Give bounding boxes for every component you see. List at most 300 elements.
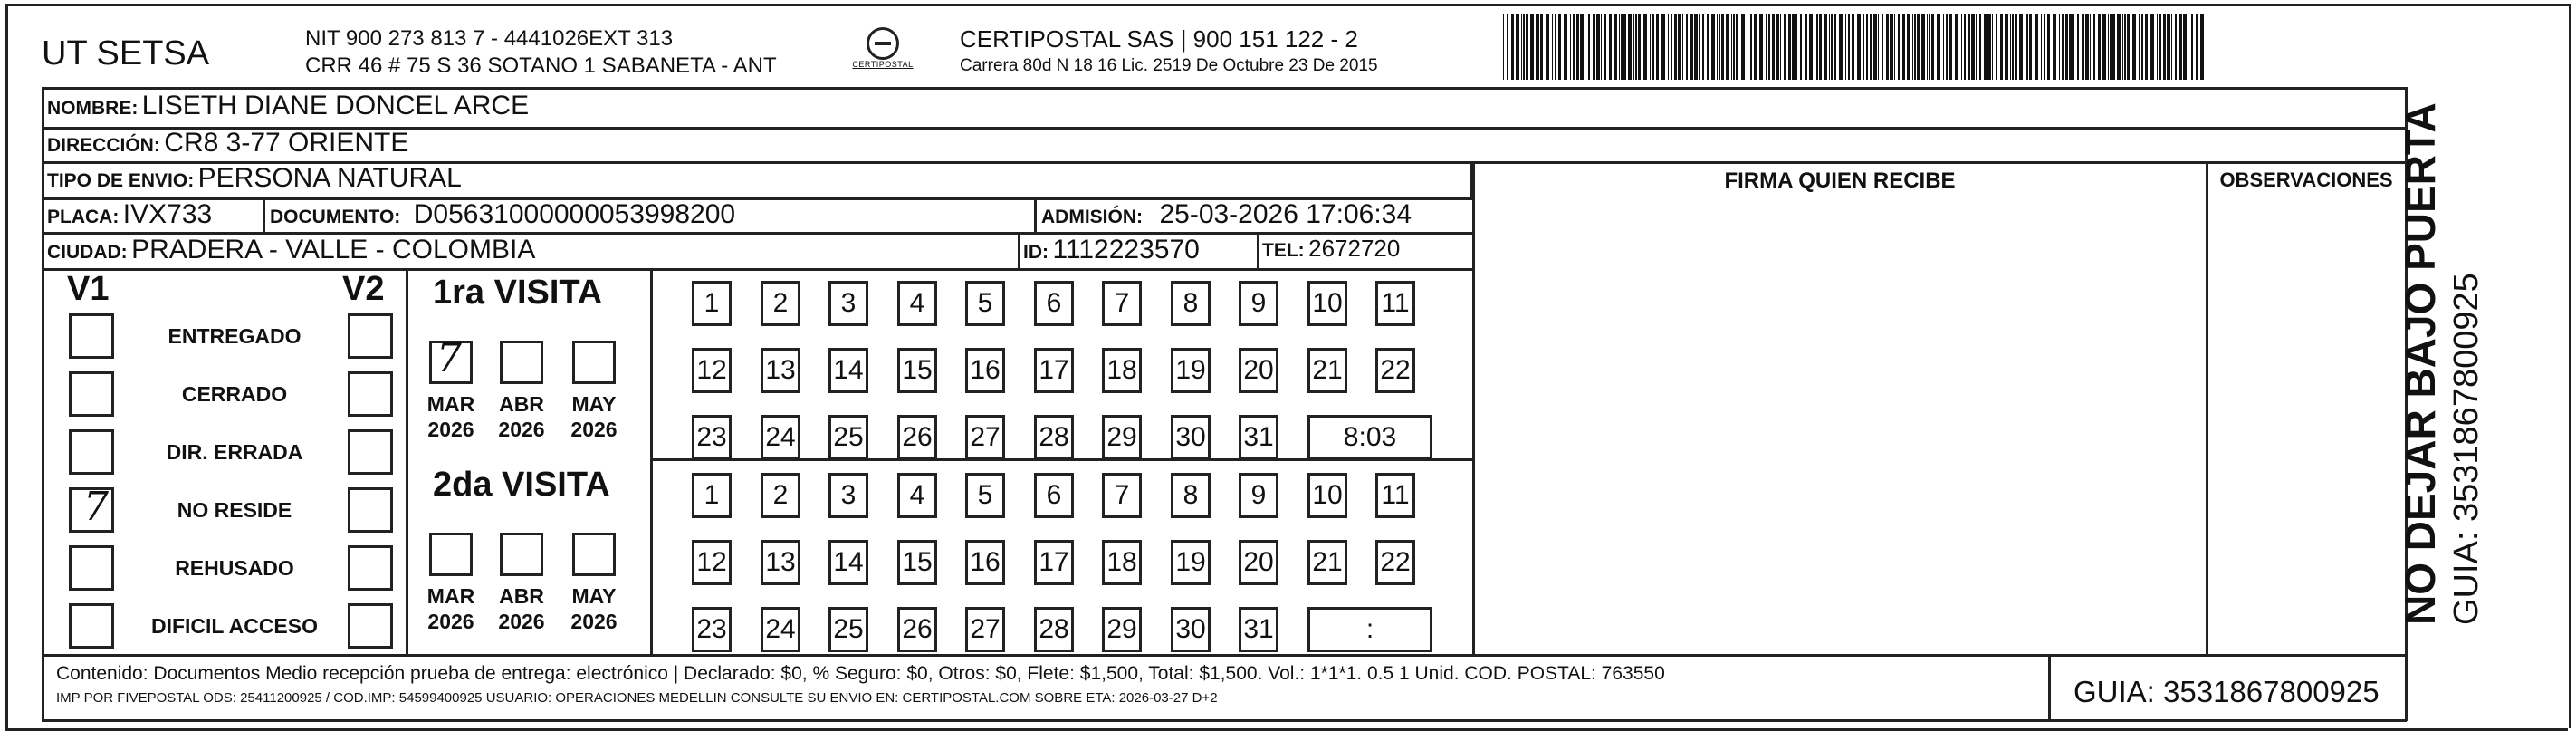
day-box[interactable]: 29 xyxy=(1102,607,1142,652)
barcode-bar xyxy=(1537,14,1539,80)
day-box[interactable]: 20 xyxy=(1239,540,1278,585)
month-checkbox[interactable] xyxy=(429,533,473,576)
barcode-bar xyxy=(1719,14,1720,80)
barcode-bar xyxy=(1711,14,1715,80)
barcode-bar xyxy=(1766,14,1767,80)
v1-checkbox[interactable] xyxy=(69,313,114,359)
barcode-bar xyxy=(2167,14,2170,80)
barcode-bar xyxy=(1674,14,1677,80)
barcode-bar xyxy=(2200,14,2204,80)
company-name: UT SETSA xyxy=(42,34,210,72)
barcode-bar xyxy=(2102,14,2106,80)
day-box[interactable]: 10 xyxy=(1307,281,1347,326)
barcode-bar xyxy=(1507,14,1508,80)
day-box[interactable]: 25 xyxy=(828,415,868,460)
barcode-bar xyxy=(1707,14,1709,80)
v2-checkbox[interactable] xyxy=(348,487,393,533)
barcode-bar xyxy=(2183,14,2187,80)
barcode-bar xyxy=(1873,14,1877,80)
barcode-bar xyxy=(1839,14,1843,80)
barcode-bar xyxy=(1570,14,1571,80)
barcode-bar xyxy=(1831,14,1833,80)
barcode-bar xyxy=(2196,14,2198,80)
barcode-bar xyxy=(2117,14,2121,80)
barcode-bar xyxy=(2015,14,2017,80)
day-box[interactable]: 9 xyxy=(1239,281,1278,326)
day-box[interactable]: 26 xyxy=(897,607,937,652)
barcode-bar xyxy=(1593,14,1595,80)
month-checkbox[interactable] xyxy=(572,533,616,576)
day-box[interactable]: 6 xyxy=(1034,473,1074,518)
barcode-bar xyxy=(1523,14,1525,80)
barcode-bar xyxy=(1671,14,1672,80)
barcode-bar xyxy=(2019,14,2023,80)
barcode-bar xyxy=(2124,14,2126,80)
day-box[interactable]: 16 xyxy=(965,540,1005,585)
barcode-bar xyxy=(1588,14,1590,80)
direccion-label: DIRECCIÓN: xyxy=(47,135,160,156)
barcode-bar xyxy=(1503,14,1504,80)
barcode-bar xyxy=(1987,14,1991,80)
status-divider xyxy=(406,268,408,654)
tipo-envio-label: TIPO DE ENVIO: xyxy=(47,170,195,191)
direccion-value: CR8 3-77 ORIENTE xyxy=(164,128,409,158)
admision-field xyxy=(1041,199,1412,230)
admision-divider xyxy=(1034,197,1037,232)
barcode-bar xyxy=(2145,14,2148,80)
barcode-bar xyxy=(1971,14,1975,80)
day-box[interactable]: 15 xyxy=(897,540,937,585)
day-box[interactable]: 7 xyxy=(1102,281,1142,326)
day-box[interactable]: 27 xyxy=(965,415,1005,460)
day-box[interactable]: 30 xyxy=(1171,415,1211,460)
month-checkbox[interactable] xyxy=(500,341,543,384)
barcode-bar xyxy=(1621,14,1623,80)
carrier-name: CERTIPOSTAL SAS | 900 151 122 - 2 xyxy=(960,25,1358,53)
admision-label: ADMISIÓN: xyxy=(1041,207,1143,227)
tel-field xyxy=(1262,235,1400,263)
barcode-bar xyxy=(1996,14,1997,80)
barcode-bar xyxy=(2159,14,2161,80)
barcode-bar xyxy=(1834,14,1836,80)
barcode-bar xyxy=(1902,14,1905,80)
barcode-bar xyxy=(1955,14,1958,80)
barcode-bar xyxy=(1521,14,1522,80)
barcode-bar xyxy=(2041,14,2042,80)
day-box[interactable]: 22 xyxy=(1375,348,1415,393)
barcode-bar xyxy=(1702,14,1704,80)
day-box[interactable]: 3 xyxy=(828,473,868,518)
barcode-bar xyxy=(1816,14,1818,80)
firma-header: FIRMA QUIEN RECIBE xyxy=(1724,168,1956,193)
day-box[interactable]: 8 xyxy=(1171,473,1211,518)
barcode-bar xyxy=(1792,14,1796,80)
ciudad-field xyxy=(47,235,535,265)
barcode-bar xyxy=(1690,14,1693,80)
barcode-bar xyxy=(1946,14,1948,80)
barcode-bar xyxy=(2069,14,2073,80)
barcode-bar xyxy=(1721,14,1724,80)
barcode-bar xyxy=(1614,14,1617,80)
placa-divider xyxy=(263,197,265,234)
frame-right xyxy=(2569,4,2571,728)
day-box[interactable]: 24 xyxy=(761,607,800,652)
barcode-bar xyxy=(1546,14,1549,80)
tipo-envio-value: PERSONA NATURAL xyxy=(197,163,462,193)
barcode-bar xyxy=(1809,14,1813,80)
year-label: 2026 xyxy=(498,610,545,633)
day-box[interactable]: 21 xyxy=(1307,348,1347,393)
barcode-bar xyxy=(1717,14,1718,80)
barcode-bar xyxy=(2026,14,2028,80)
day-box[interactable]: 13 xyxy=(761,348,800,393)
barcode-bar xyxy=(1726,14,1729,80)
day-box[interactable]: 31 xyxy=(1239,415,1278,460)
barcode-bar xyxy=(1829,14,1830,80)
day-box[interactable]: 22 xyxy=(1375,540,1415,585)
nombre-label: NOMBRE: xyxy=(47,98,139,119)
barcode-bar xyxy=(1619,14,1620,80)
status-label: DIFICIL ACCESO xyxy=(150,614,318,638)
barcode-bar xyxy=(1604,14,1606,80)
barcode-bar xyxy=(1580,14,1584,80)
barcode-bar xyxy=(1927,14,1928,80)
month-label: ABR xyxy=(499,584,544,608)
placa-value: IVX733 xyxy=(122,199,213,229)
day-box[interactable]: 28 xyxy=(1034,607,1074,652)
time-box[interactable]: 8:03 xyxy=(1307,415,1432,460)
day-box[interactable]: 26 xyxy=(897,415,937,460)
frame-top xyxy=(5,4,2571,6)
barcode-bar xyxy=(1937,14,1940,80)
barcode-bar xyxy=(1992,14,1993,80)
barcode-bar xyxy=(1800,14,1802,80)
v2-checkbox[interactable] xyxy=(348,603,393,649)
barcode-bar xyxy=(2175,14,2177,80)
day-box[interactable]: 18 xyxy=(1102,540,1142,585)
day-box[interactable]: 19 xyxy=(1171,540,1211,585)
day-box[interactable]: 31 xyxy=(1239,607,1278,652)
year-label: 2026 xyxy=(498,418,545,441)
barcode-bar xyxy=(2005,14,2008,80)
barcode-bar xyxy=(2044,14,2045,80)
day-box[interactable]: 7 xyxy=(1102,473,1142,518)
time-box[interactable]: : xyxy=(1307,607,1432,652)
barcode-bar xyxy=(1949,14,1952,80)
day-box[interactable]: 25 xyxy=(828,607,868,652)
month-label: MAR xyxy=(426,392,475,416)
status-label: CERRADO xyxy=(181,382,288,406)
barcode-bar xyxy=(1961,14,1962,80)
day-box[interactable]: 11 xyxy=(1375,281,1415,326)
barcode-bar xyxy=(2093,14,2095,80)
month-checkbox[interactable] xyxy=(572,341,616,384)
day-box[interactable]: 17 xyxy=(1034,540,1074,585)
v1-checkbox[interactable] xyxy=(69,371,114,417)
placa-field xyxy=(47,199,212,230)
barcode-bar xyxy=(2157,14,2158,80)
v2-checkbox[interactable] xyxy=(348,545,393,591)
barcode-bar xyxy=(1576,14,1579,80)
barcode-bar xyxy=(1652,14,1654,80)
id-value: 1112223570 xyxy=(1052,235,1200,265)
barcode-bar xyxy=(1596,14,1600,80)
barcode-bar xyxy=(2059,14,2060,80)
barcode-bar xyxy=(1573,14,1575,80)
barcode-bar xyxy=(1635,14,1637,80)
barcode-bar xyxy=(1805,14,1807,80)
observaciones-header: OBSERVACIONES xyxy=(2219,168,2393,191)
barcode-bar xyxy=(1564,14,1567,80)
col-firma-left xyxy=(1472,161,1475,654)
month-label: ABR xyxy=(499,392,544,416)
barcode-bar xyxy=(1694,14,1698,80)
day-box[interactable]: 21 xyxy=(1307,540,1347,585)
barcode-bar xyxy=(1754,14,1757,80)
side-notice xyxy=(2395,102,2487,625)
day-box[interactable]: 2 xyxy=(761,473,800,518)
month-label: MAY xyxy=(571,392,617,416)
day-box[interactable]: 14 xyxy=(828,540,868,585)
row-line-5 xyxy=(42,268,1472,271)
day-box[interactable]: 9 xyxy=(1239,473,1278,518)
barcode-bar xyxy=(2163,14,2166,80)
table-bottom xyxy=(42,719,2407,722)
day-box[interactable]: 5 xyxy=(965,281,1005,326)
day-box[interactable]: 16 xyxy=(965,348,1005,393)
barcode-bar xyxy=(1772,14,1775,80)
id-divider xyxy=(1018,232,1020,268)
barcode-bar xyxy=(1979,14,1981,80)
day-box[interactable]: 12 xyxy=(692,540,732,585)
barcode-bar xyxy=(1536,14,1537,80)
day-box[interactable]: 30 xyxy=(1171,607,1211,652)
barcode-bar xyxy=(1776,14,1779,80)
barcode-bar xyxy=(1609,14,1612,80)
certipostal-logo xyxy=(842,27,924,76)
v2-checkbox[interactable] xyxy=(348,429,393,475)
day-box[interactable]: 27 xyxy=(965,607,1005,652)
imp-text: IMP POR FIVEPOSTAL ODS: 25411200925 / COD.IMP: 54599400925 USUARIO: OPERACIONES MEDELLIN CONSULTE SU ENVIO EN: CERTIPOSTAL.COM SOBRE ETA: 2026-03-27 D+2 xyxy=(56,690,1218,706)
direccion-field xyxy=(47,128,408,159)
barcode-bar xyxy=(2171,14,2172,80)
nombre-field xyxy=(47,91,529,121)
barcode-bar xyxy=(1878,14,1879,80)
day-box[interactable]: 6 xyxy=(1034,281,1074,326)
day-box[interactable]: 2 xyxy=(761,281,800,326)
v2-checkbox[interactable] xyxy=(348,313,393,359)
tel-divider xyxy=(1257,232,1259,268)
v1-checkbox[interactable] xyxy=(69,603,114,649)
col-edge xyxy=(1470,161,1473,197)
col-obs-left xyxy=(2206,161,2208,654)
barcode-bar xyxy=(2077,14,2079,80)
carrier-license: Carrera 80d N 18 16 Lic. 2519 De Octubre 23 De 2015 xyxy=(960,56,1378,75)
barcode-bar xyxy=(1870,14,1872,80)
day-box[interactable]: 19 xyxy=(1171,348,1211,393)
barcode-bar xyxy=(1638,14,1641,80)
barcode-bar xyxy=(2090,14,2091,80)
barcode-bar xyxy=(1882,14,1883,80)
barcode-bar xyxy=(1912,14,1913,80)
barcode-bar xyxy=(1526,14,1528,80)
day-box[interactable]: 1 xyxy=(692,281,732,326)
day-box[interactable]: 11 xyxy=(1375,473,1415,518)
barcode-bar xyxy=(2191,14,2193,80)
barcode-bar xyxy=(1530,14,1534,80)
day-box[interactable]: 3 xyxy=(828,281,868,326)
barcode-bar xyxy=(1686,14,1688,80)
barcode-bar xyxy=(1555,14,1556,80)
barcode-bar xyxy=(1628,14,1632,80)
tipo-envio-field xyxy=(47,163,462,194)
logo-text: CERTIPOSTAL xyxy=(852,60,914,69)
barcode-bar xyxy=(1917,14,1920,80)
v2-checkbox[interactable] xyxy=(348,371,393,417)
barcode-bar xyxy=(1661,14,1665,80)
barcode-bar xyxy=(2047,14,2050,80)
barcode-bar xyxy=(1736,14,1738,80)
barcode-bar xyxy=(2150,14,2154,80)
barcode-bar xyxy=(2139,14,2140,80)
barcode-bar xyxy=(2029,14,2032,80)
barcode-bar xyxy=(1678,14,1681,80)
day-box[interactable]: 10 xyxy=(1307,473,1347,518)
barcode-bar xyxy=(1511,14,1514,80)
day-box[interactable]: 4 xyxy=(897,281,937,326)
barcode-bar xyxy=(1845,14,1846,80)
barcode-bar xyxy=(1780,14,1781,80)
barcode-bar xyxy=(1656,14,1659,80)
day-box[interactable]: 18 xyxy=(1102,348,1142,393)
barcode-bar xyxy=(1898,14,1900,80)
barcode-bar xyxy=(1984,14,1987,80)
day-box[interactable]: 29 xyxy=(1102,415,1142,460)
barcode-bar xyxy=(1890,14,1893,80)
barcode-bar xyxy=(1699,14,1700,80)
month-checkbox[interactable] xyxy=(500,533,543,576)
barcode-bar xyxy=(1633,14,1634,80)
barcode-bar xyxy=(1516,14,1519,80)
v1-handwritten-mark: 7 xyxy=(83,484,109,530)
admision-value: 25-03-2026 17:06:34 xyxy=(1159,199,1412,229)
barcode-bar xyxy=(2179,14,2182,80)
barcode-bar xyxy=(1819,14,1822,80)
barcode-bar xyxy=(1848,14,1850,80)
barcode-bar xyxy=(2035,14,2038,80)
day-box[interactable]: 28 xyxy=(1034,415,1074,460)
barcode-bar xyxy=(1921,14,1925,80)
barcode-bar xyxy=(2108,14,2109,80)
barcode-bar xyxy=(1741,14,1745,80)
table-top xyxy=(42,87,2407,90)
day-box[interactable]: 17 xyxy=(1034,348,1074,393)
barcode-bar xyxy=(1668,14,1669,80)
month-label: MAR xyxy=(426,584,475,608)
day-box[interactable]: 8 xyxy=(1171,281,1211,326)
day-box[interactable]: 20 xyxy=(1239,348,1278,393)
barcode-bar xyxy=(1866,14,1868,80)
barcode-bar xyxy=(1733,14,1735,80)
day-box[interactable]: 1 xyxy=(692,473,732,518)
sender-nit: NIT 900 273 813 7 - 4441026EXT 313 xyxy=(305,26,674,51)
year-label: 2026 xyxy=(570,418,618,441)
documento-value: D05631000000053998200 xyxy=(413,199,736,229)
barcode-bar xyxy=(1788,14,1791,80)
id-label: ID: xyxy=(1023,242,1049,263)
barcode-bar xyxy=(1968,14,1970,80)
barcode-bar xyxy=(1768,14,1770,80)
day-box[interactable]: 24 xyxy=(761,415,800,460)
frame-bottom xyxy=(5,728,2568,731)
barcode-bar xyxy=(2012,14,2014,80)
day-box[interactable]: 13 xyxy=(761,540,800,585)
v1-checkbox[interactable] xyxy=(69,429,114,475)
day-box[interactable]: 12 xyxy=(692,348,732,393)
barcode-bar xyxy=(1650,14,1651,80)
barcode-bar xyxy=(2127,14,2130,80)
v1-checkbox[interactable] xyxy=(69,545,114,591)
status-label: REHUSADO xyxy=(175,556,294,580)
sender-address: CRR 46 # 75 S 36 SOTANO 1 SABANETA - ANT xyxy=(305,53,777,78)
day-box[interactable]: 14 xyxy=(828,348,868,393)
footer-guia-divider xyxy=(2048,654,2051,721)
barcode-bar xyxy=(1863,14,1864,80)
barcode-bar xyxy=(1759,14,1763,80)
contenido-text: Contenido: Documentos Medio recepción prueba de entrega: electrónico | Declarado: $0, % Seguro: $0, Otros: $0, Flete: $1,500, Total: $1,500. Vol.: 1*1*1. 0.5 1 Unid. COD. POSTAL: 763550 xyxy=(56,663,1665,684)
day-box[interactable]: 23 xyxy=(692,607,732,652)
barcode-bar xyxy=(1796,14,1797,80)
barcode-bar xyxy=(1964,14,1966,80)
month-handwritten-mark: 7 xyxy=(436,335,462,381)
month-label: MAY xyxy=(571,584,617,608)
visit1-title: 1ra VISITA xyxy=(433,274,603,312)
barcode-bar xyxy=(1682,14,1683,80)
day-box[interactable]: 15 xyxy=(897,348,937,393)
barcode-bar xyxy=(1943,14,1944,80)
barcode-bar xyxy=(1857,14,1861,80)
v1-header: V1 xyxy=(67,270,110,308)
carrier-info xyxy=(960,25,1378,80)
barcode-bar xyxy=(1931,14,1934,80)
sender-info xyxy=(305,25,777,80)
barcode-bar xyxy=(2110,14,2112,80)
day-box[interactable]: 4 xyxy=(897,473,937,518)
barcode-bar xyxy=(1907,14,1910,80)
tel-label: TEL: xyxy=(1262,240,1305,261)
footer-guia: GUIA: 3531867800925 xyxy=(2073,675,2380,708)
day-box[interactable]: 5 xyxy=(965,473,1005,518)
barcode-bar xyxy=(2085,14,2089,80)
barcode-bar xyxy=(2010,14,2011,80)
barcode-bar xyxy=(2053,14,2056,80)
barcode-bar xyxy=(1558,14,1561,80)
frame-left xyxy=(5,4,8,728)
ciudad-value: PRADERA - VALLE - COLOMBIA xyxy=(131,235,536,265)
barcode-bar xyxy=(1894,14,1895,80)
barcode-bar xyxy=(1623,14,1626,80)
year-label: 2026 xyxy=(427,610,474,633)
barcode-bar xyxy=(1601,14,1602,80)
barcode-bar xyxy=(1750,14,1752,80)
barcode-bar xyxy=(1731,14,1732,80)
barcode-bar xyxy=(2141,14,2143,80)
day-box[interactable]: 23 xyxy=(692,415,732,460)
barcode-bar xyxy=(1852,14,1854,80)
barcode-bar xyxy=(2000,14,2003,80)
barcode-bar xyxy=(2122,14,2123,80)
status-label: DIR. ERRADA xyxy=(166,440,303,464)
